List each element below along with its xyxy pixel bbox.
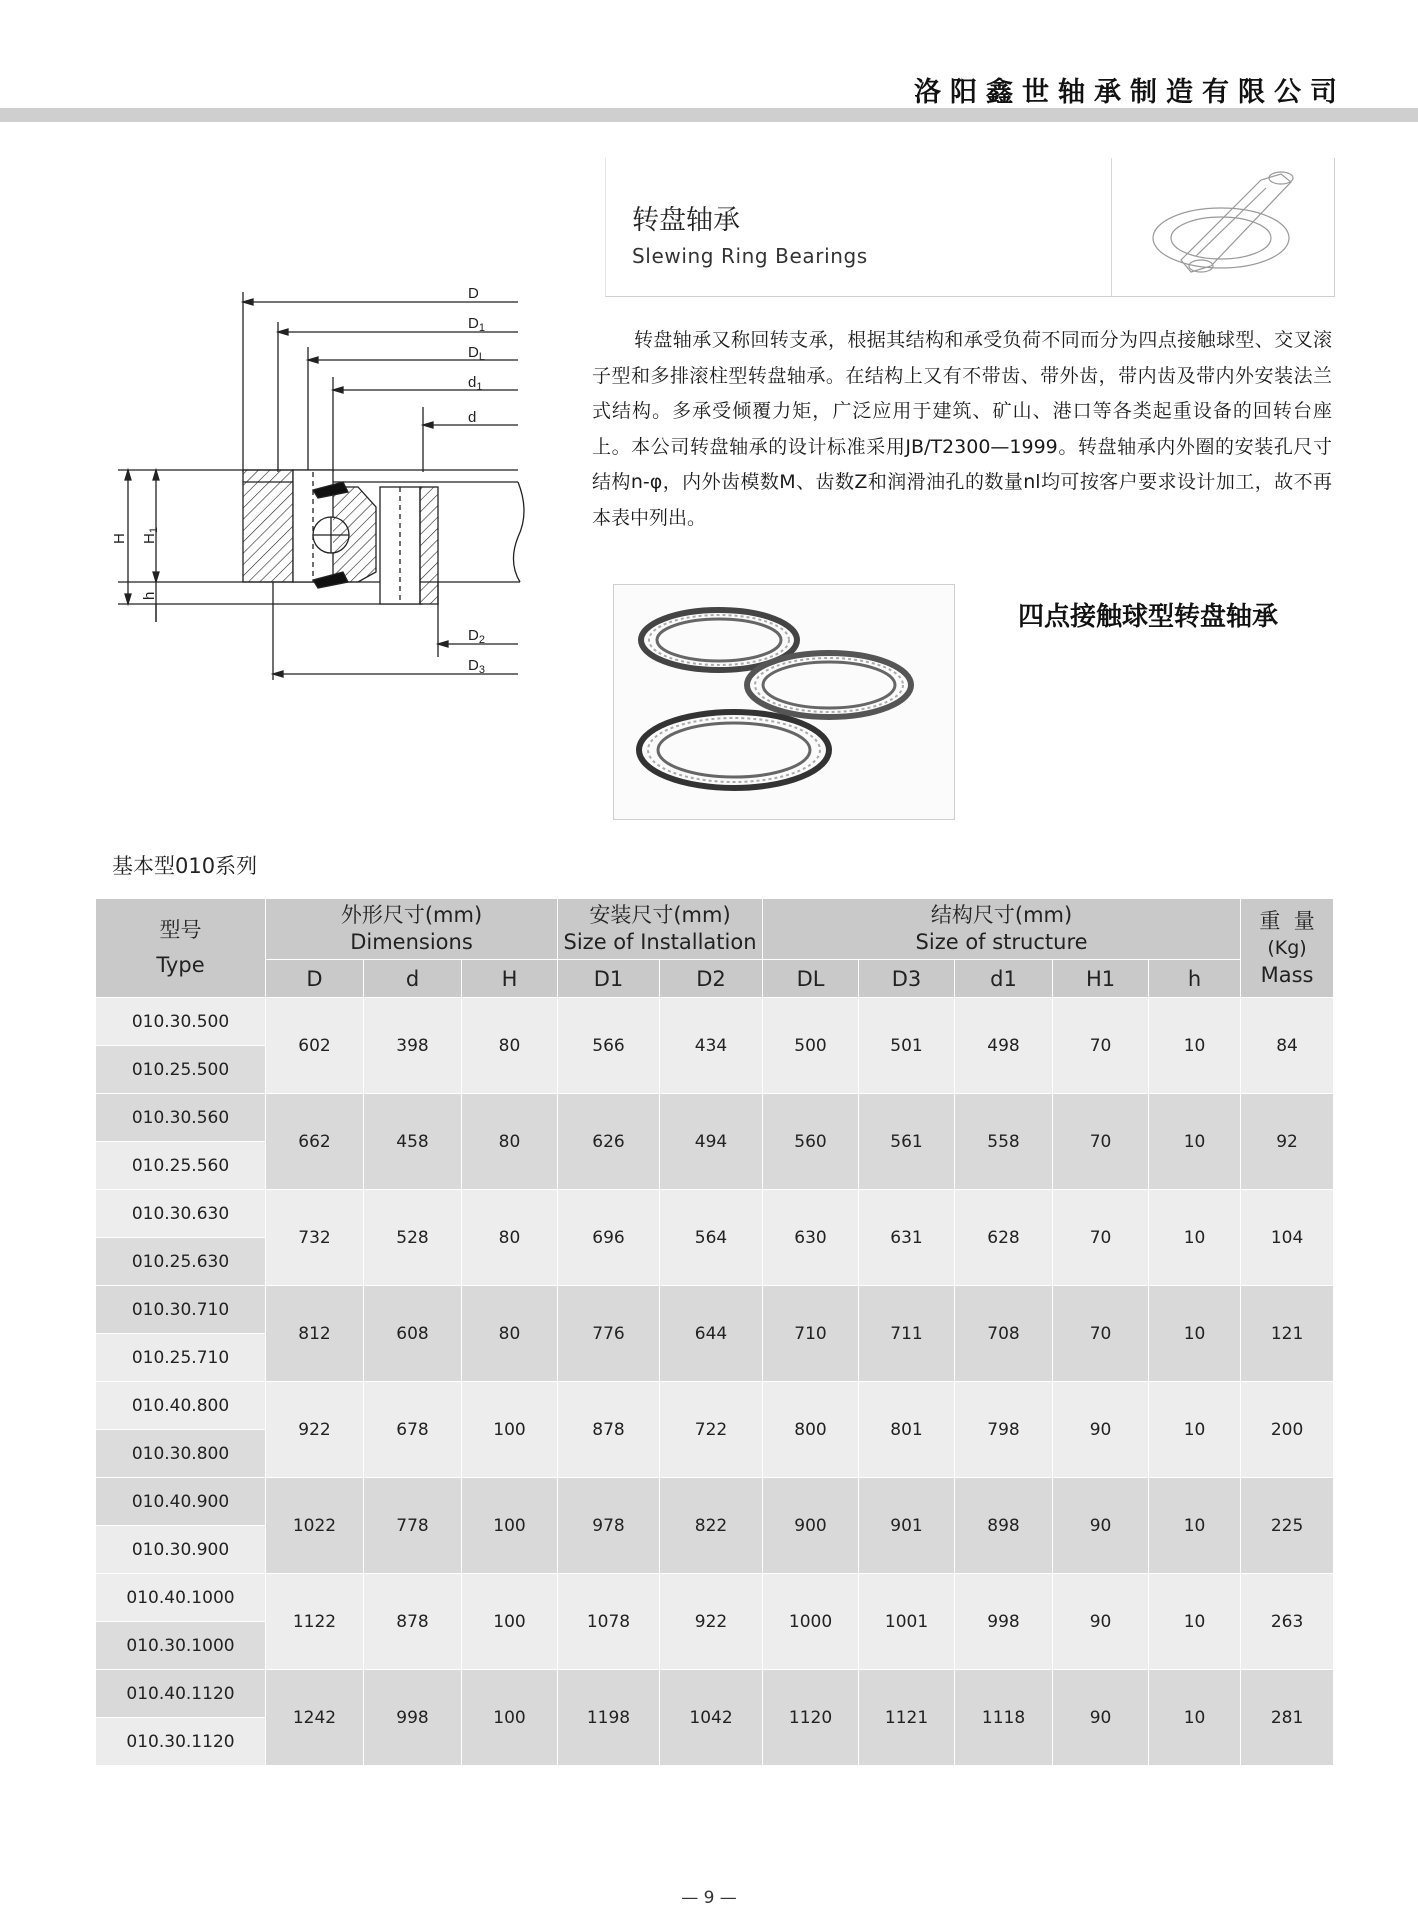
value-cell: 10 (1149, 1190, 1241, 1286)
label-d: d (468, 409, 477, 426)
column-header-d2: D2 (660, 960, 763, 998)
value-cell: 70 (1053, 998, 1149, 1094)
label-D1: D (468, 315, 479, 332)
value-cell: 662 (266, 1094, 364, 1190)
value-cell: 70 (1053, 1190, 1149, 1286)
value-cell: 998 (955, 1574, 1053, 1670)
value-cell: 501 (859, 998, 955, 1094)
value-cell: 10 (1149, 1382, 1241, 1478)
value-cell: 878 (558, 1382, 660, 1478)
bearing-illustration-icon (1141, 160, 1321, 294)
value-cell: 10 (1149, 1286, 1241, 1382)
value-cell: 798 (955, 1382, 1053, 1478)
header-mass-unit: (Kg) (1267, 936, 1307, 959)
value-cell: 812 (266, 1286, 364, 1382)
label-D3: D (468, 657, 479, 674)
value-cell: 1001 (859, 1574, 955, 1670)
spec-table (95, 898, 1334, 1766)
header-dim-en: Dimensions (350, 930, 473, 954)
label-H1: H (141, 533, 158, 544)
value-cell: 778 (364, 1478, 462, 1574)
value-cell: 84 (1241, 998, 1334, 1094)
label-DL-sub: L (478, 351, 485, 363)
value-cell: 225 (1241, 1478, 1334, 1574)
column-header-dl: DL (763, 960, 859, 998)
title-divider (1111, 158, 1112, 296)
value-cell: 608 (364, 1286, 462, 1382)
value-cell: 1078 (558, 1574, 660, 1670)
value-cell: 978 (558, 1478, 660, 1574)
value-cell: 628 (955, 1190, 1053, 1286)
value-cell: 602 (266, 998, 364, 1094)
value-cell: 92 (1241, 1094, 1334, 1190)
header-inst-en: Size of Installation (563, 930, 757, 954)
value-cell: 800 (763, 1382, 859, 1478)
type-cell: 010.25.560 (96, 1142, 266, 1190)
table-row (96, 1382, 1334, 1430)
table-row (96, 1670, 1334, 1718)
value-cell: 10 (1149, 1094, 1241, 1190)
value-cell: 998 (364, 1670, 462, 1766)
type-cell: 010.40.800 (96, 1382, 266, 1430)
value-cell: 458 (364, 1094, 462, 1190)
value-cell: 80 (462, 1190, 558, 1286)
column-header-h: H (462, 960, 558, 998)
type-cell: 010.40.1000 (96, 1574, 266, 1622)
subheading: 四点接触球型转盘轴承 (1018, 602, 1279, 632)
type-cell: 010.40.1120 (96, 1670, 266, 1718)
company-name: 洛阳鑫世轴承制造有限公司 (914, 77, 1346, 108)
svg-text:D1 (468, 315, 485, 334)
value-cell: 70 (1053, 1286, 1149, 1382)
svg-text:d1 (468, 374, 482, 393)
type-cell: 010.40.900 (96, 1478, 266, 1526)
header-type-en: Type (156, 953, 205, 977)
value-cell: 922 (266, 1382, 364, 1478)
header-structure (763, 899, 1241, 960)
value-cell: 1118 (955, 1670, 1053, 1766)
type-cell: 010.30.900 (96, 1526, 266, 1574)
value-cell: 263 (1241, 1574, 1334, 1670)
title-cn: 转盘轴承 (632, 205, 740, 236)
value-cell: 90 (1053, 1670, 1149, 1766)
value-cell: 922 (660, 1574, 763, 1670)
value-cell: 498 (955, 998, 1053, 1094)
header-dimensions (266, 899, 558, 960)
bearings-photo-illustration (614, 585, 954, 819)
value-cell: 564 (660, 1190, 763, 1286)
svg-text:H1 (141, 527, 160, 544)
label-D: D (468, 285, 479, 302)
label-D2-sub: 2 (478, 634, 485, 646)
type-cell: 010.25.630 (96, 1238, 266, 1286)
value-cell: 626 (558, 1094, 660, 1190)
page-number: — 9 — (681, 1888, 737, 1908)
type-cell: 010.25.710 (96, 1334, 266, 1382)
header-struct-cn: 结构尺寸(mm) (930, 903, 1073, 927)
value-cell: 708 (955, 1286, 1053, 1382)
value-cell: 10 (1149, 998, 1241, 1094)
type-cell: 010.25.500 (96, 1046, 266, 1094)
label-DL: D (468, 344, 479, 361)
table-row (96, 1478, 1334, 1526)
title-box (605, 158, 1335, 297)
series-title: 基本型010系列 (112, 854, 258, 878)
bearing-cross-section-drawing (111, 282, 538, 682)
value-cell: 70 (1053, 1094, 1149, 1190)
value-cell: 500 (763, 998, 859, 1094)
value-cell: 1121 (859, 1670, 955, 1766)
value-cell: 434 (660, 998, 763, 1094)
value-cell: 776 (558, 1286, 660, 1382)
column-header-d1: D1 (558, 960, 660, 998)
type-cell: 010.30.500 (96, 998, 266, 1046)
type-cell: 010.30.710 (96, 1286, 266, 1334)
value-cell: 1042 (660, 1670, 763, 1766)
header-type-cn: 型号 (159, 918, 202, 942)
label-H: H (111, 533, 128, 544)
header-type (96, 899, 266, 998)
value-cell: 80 (462, 1094, 558, 1190)
table-row (96, 1094, 1334, 1142)
value-cell: 90 (1053, 1478, 1149, 1574)
value-cell: 558 (955, 1094, 1053, 1190)
column-header-h1: H1 (1053, 960, 1149, 998)
type-cell: 010.30.1000 (96, 1622, 266, 1670)
value-cell: 1022 (266, 1478, 364, 1574)
svg-text:D3 (468, 657, 485, 676)
bearings-photo (613, 584, 955, 820)
label-d1: d (468, 374, 477, 391)
value-cell: 80 (462, 998, 558, 1094)
value-cell: 200 (1241, 1382, 1334, 1478)
value-cell: 104 (1241, 1190, 1334, 1286)
value-cell: 90 (1053, 1574, 1149, 1670)
value-cell: 494 (660, 1094, 763, 1190)
label-D1-sub: 1 (478, 322, 485, 334)
value-cell: 90 (1053, 1382, 1149, 1478)
value-cell: 898 (955, 1478, 1053, 1574)
table-row (96, 1286, 1334, 1334)
value-cell: 10 (1149, 1670, 1241, 1766)
type-cell: 010.30.560 (96, 1094, 266, 1142)
table-row (96, 1190, 1334, 1238)
header-mass (1241, 899, 1334, 998)
type-cell: 010.30.630 (96, 1190, 266, 1238)
column-header-d: D (266, 960, 364, 998)
label-D3-sub: 3 (478, 664, 485, 676)
value-cell: 1000 (763, 1574, 859, 1670)
value-cell: 822 (660, 1478, 763, 1574)
value-cell: 710 (763, 1286, 859, 1382)
header-bar (0, 108, 1418, 122)
value-cell: 711 (859, 1286, 955, 1382)
table-row (96, 998, 1334, 1046)
header-installation (558, 899, 763, 960)
value-cell: 631 (859, 1190, 955, 1286)
value-cell: 696 (558, 1190, 660, 1286)
value-cell: 561 (859, 1094, 955, 1190)
value-cell: 900 (763, 1478, 859, 1574)
value-cell: 1198 (558, 1670, 660, 1766)
value-cell: 100 (462, 1670, 558, 1766)
value-cell: 644 (660, 1286, 763, 1382)
title-en: Slewing Ring Bearings (632, 244, 868, 268)
value-cell: 1122 (266, 1574, 364, 1670)
value-cell: 901 (859, 1478, 955, 1574)
value-cell: 10 (1149, 1478, 1241, 1574)
label-D2: D (468, 627, 479, 644)
header-mass-cn: 重 量 (1259, 908, 1315, 933)
label-H1-sub: 1 (148, 527, 160, 534)
value-cell: 528 (364, 1190, 462, 1286)
column-header-h: h (1149, 960, 1241, 998)
header-mass-en: Mass (1260, 962, 1314, 987)
value-cell: 1120 (763, 1670, 859, 1766)
value-cell: 100 (462, 1574, 558, 1670)
description-paragraph: 转盘轴承又称回转支承，根据其结构和承受负荷不同而分为四点接触球型、交叉滚子型和多排滚柱型转盘轴承。在结构上又有不带齿、带外齿，带内齿及带内外安装法兰式结构。多承受倾覆力矩，广泛应用于建筑、矿山、港口等各类起重设备的回转台座上。本公司转盘轴承的设计标准采用JB/T2300—1999。转盘轴承内外圈的安装孔尺寸结构n-φ，内外齿模数M、齿数Z和润滑油孔的数量nl均可按客户要求设计加工，故不再本表中列出。 (592, 329, 1332, 529)
value-cell: 100 (462, 1382, 558, 1478)
type-cell: 010.30.800 (96, 1430, 266, 1478)
value-cell: 678 (364, 1382, 462, 1478)
value-cell: 566 (558, 998, 660, 1094)
header-inst-cn: 安装尺寸(mm) (589, 903, 731, 927)
value-cell: 100 (462, 1478, 558, 1574)
column-header-d3: D3 (859, 960, 955, 998)
column-header-d1: d1 (955, 960, 1053, 998)
value-cell: 732 (266, 1190, 364, 1286)
value-cell: 560 (763, 1094, 859, 1190)
value-cell: 722 (660, 1382, 763, 1478)
value-cell: 10 (1149, 1574, 1241, 1670)
table-row (96, 1574, 1334, 1622)
header-dim-cn: 外形尺寸(mm) (340, 903, 483, 927)
value-cell: 281 (1241, 1670, 1334, 1766)
column-header-d: d (364, 960, 462, 998)
type-cell: 010.30.1120 (96, 1718, 266, 1766)
svg-text:DL (468, 344, 485, 363)
value-cell: 878 (364, 1574, 462, 1670)
value-cell: 801 (859, 1382, 955, 1478)
value-cell: 1242 (266, 1670, 364, 1766)
value-cell: 398 (364, 998, 462, 1094)
value-cell: 630 (763, 1190, 859, 1286)
value-cell: 80 (462, 1286, 558, 1382)
header-struct-en: Size of structure (915, 930, 1088, 954)
value-cell: 121 (1241, 1286, 1334, 1382)
svg-text:D2 (468, 627, 485, 646)
label-h: h (141, 591, 158, 600)
label-d1-sub: 1 (476, 381, 483, 393)
